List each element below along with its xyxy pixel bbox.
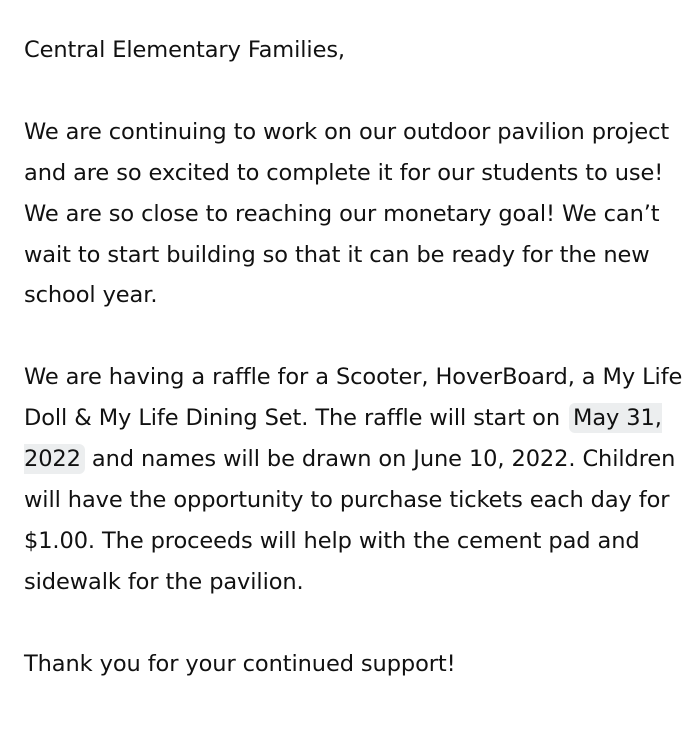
paragraph-spacer [24, 71, 684, 112]
pavilion-paragraph: We are continuing to work on our outdoor pavilion project and are so excited to complete it for our students to use! We are so close to reaching our monetary goal! We can’t wait to start building so that it can be ready for the new school year. [24, 118, 670, 309]
letter-body [24, 30, 684, 684]
paragraph-spacer [24, 316, 684, 357]
paragraph-spacer [24, 603, 684, 644]
raffle-text-end: and names will be drawn on June 10, 2022. Children will have the opportunity to purchase tickets each day for $1.00. The proceeds will help with the cement pad and sidewalk for the pavilion. [24, 446, 676, 595]
raffle-paragraph [24, 357, 684, 602]
raffle-text-start: We are having a raffle for a Scooter, HoverBoard, a My Life Doll & My Life Dining Set. The raffle will start on [24, 364, 683, 432]
raffle-start-date-chip[interactable]: May 31, 2022 [24, 405, 662, 473]
greeting: Central Elementary Families, [24, 37, 345, 63]
closing-line: Thank you for your continued support! [24, 650, 456, 677]
